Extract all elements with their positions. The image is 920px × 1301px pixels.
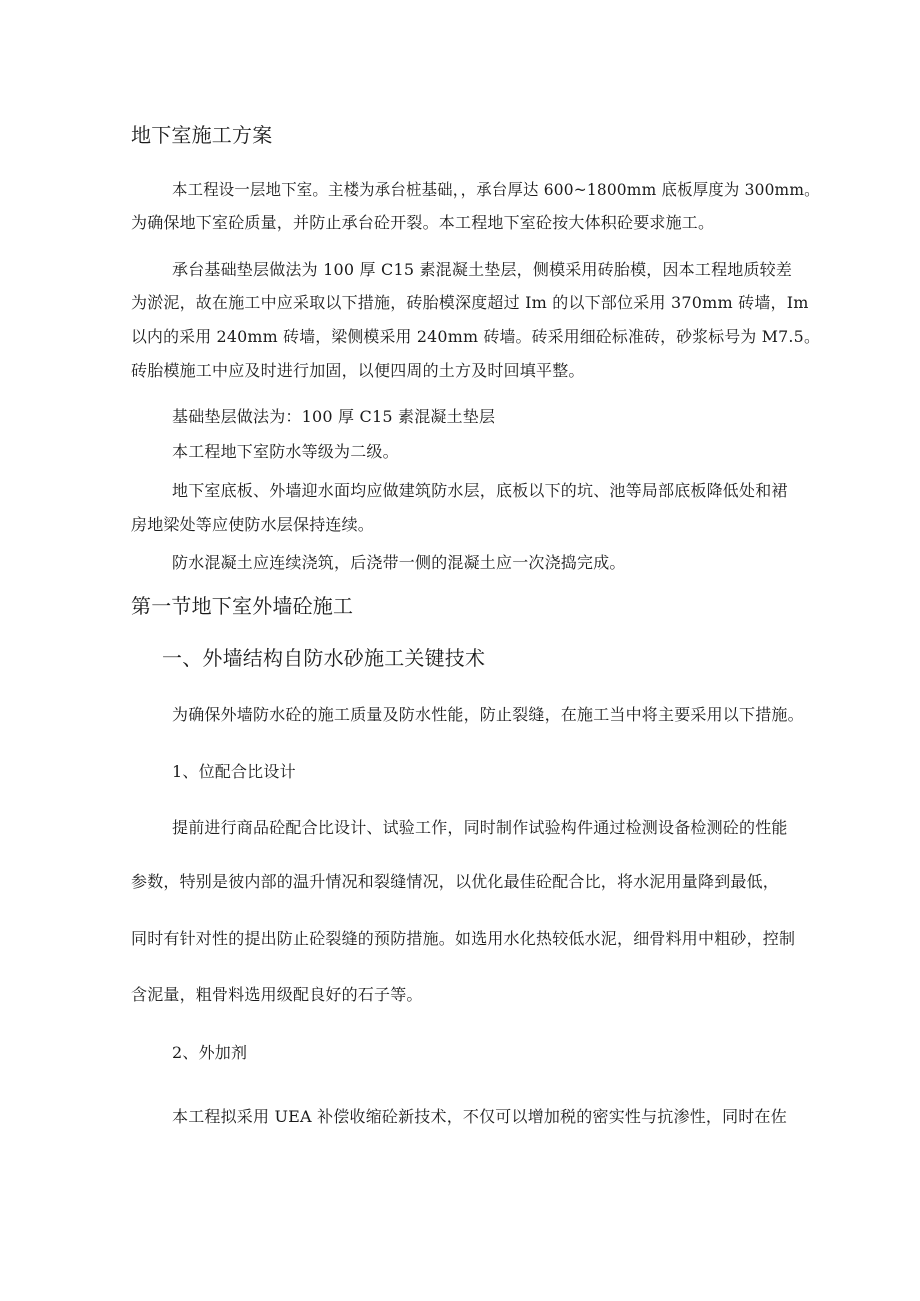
item1-line-4: 含泥量，粗骨料选用级配良好的石子等。 [131, 985, 423, 1004]
foundation-line-1: 承台基础垫层做法为 100 厚 C15 素混凝土垫层，侧模采用砖胎模，因本工程地质较差 [172, 260, 793, 279]
foundation-line-4: 砖胎模施工中应及时进行加固，以便四周的土方及时回填平整。 [131, 361, 585, 380]
waterproof-layer-line-1: 地下室底板、外墙迎水面均应做建筑防水层，底板以下的坑、池等局部底板降低处和裙 [172, 481, 788, 500]
item2-line-1: 本工程拟采用 UEA 补偿收缩砼新技术，不仅可以增加税的密实性与抗渗性，同时在佐 [172, 1107, 787, 1126]
item1-line-3: 同时有针对性的提出防止砼裂缝的预防措施。如选用水化热较低水泥，细骨料用中粗砂，控制 [131, 929, 796, 948]
intro-line-1: 本工程设一层地下室。主楼为承台桩基础，，承台厚达 600~1800mm 底板厚度为 300mm。 [172, 180, 820, 199]
foundation-line-3: 以内的采用 240mm 砖墙，梁侧模采用 240mm 砖墙。砖采用细砼标准砖，砂浆标号为 M7.5。 [131, 327, 821, 346]
item1-line-1: 提前进行商品砼配合比设计、试验工作，同时制作试验构件通过检测设备检测砼的性能 [172, 818, 788, 837]
intro-line-2: 为确保地下室砼质量，并防止承台砼开裂。本工程地下室砼按大体积砼要求施工。 [131, 213, 715, 232]
section-intro: 为确保外墙防水砼的施工质量及防水性能，防止裂缝，在施工当中将主要采用以下措施。 [172, 705, 804, 724]
waterproof-grade-text: 本工程地下室防水等级为二级。 [172, 442, 399, 461]
section-title: 第一节地下室外墙砼施工 [131, 594, 354, 618]
cushion-text: 基础垫层做法为：100 厚 C15 素混凝土垫层 [172, 407, 496, 426]
section-subtitle: 一、外墙结构自防水砂施工关键技术 [162, 646, 486, 670]
foundation-line-2: 为淤泥，故在施工中应采取以下措施，砖胎模深度超过 Im 的以下部位采用 370mm 砖墙，Im [131, 293, 809, 312]
item1-line-2: 参数，特别是彼内部的温升情况和裂缝情况，以优化最佳砼配合比，将水泥用量降到最低， [131, 872, 780, 891]
pouring-text: 防水混凝土应连续浇筑，后浇带一侧的混凝土应一次浇捣完成。 [172, 553, 626, 572]
waterproof-layer-line-2: 房地梁处等应使防水层保持连续。 [131, 515, 375, 534]
item1-heading: 1、位配合比设计 [172, 762, 296, 781]
page-title: 地下室施工方案 [131, 123, 273, 147]
item2-heading: 2、外加剂 [172, 1043, 248, 1062]
